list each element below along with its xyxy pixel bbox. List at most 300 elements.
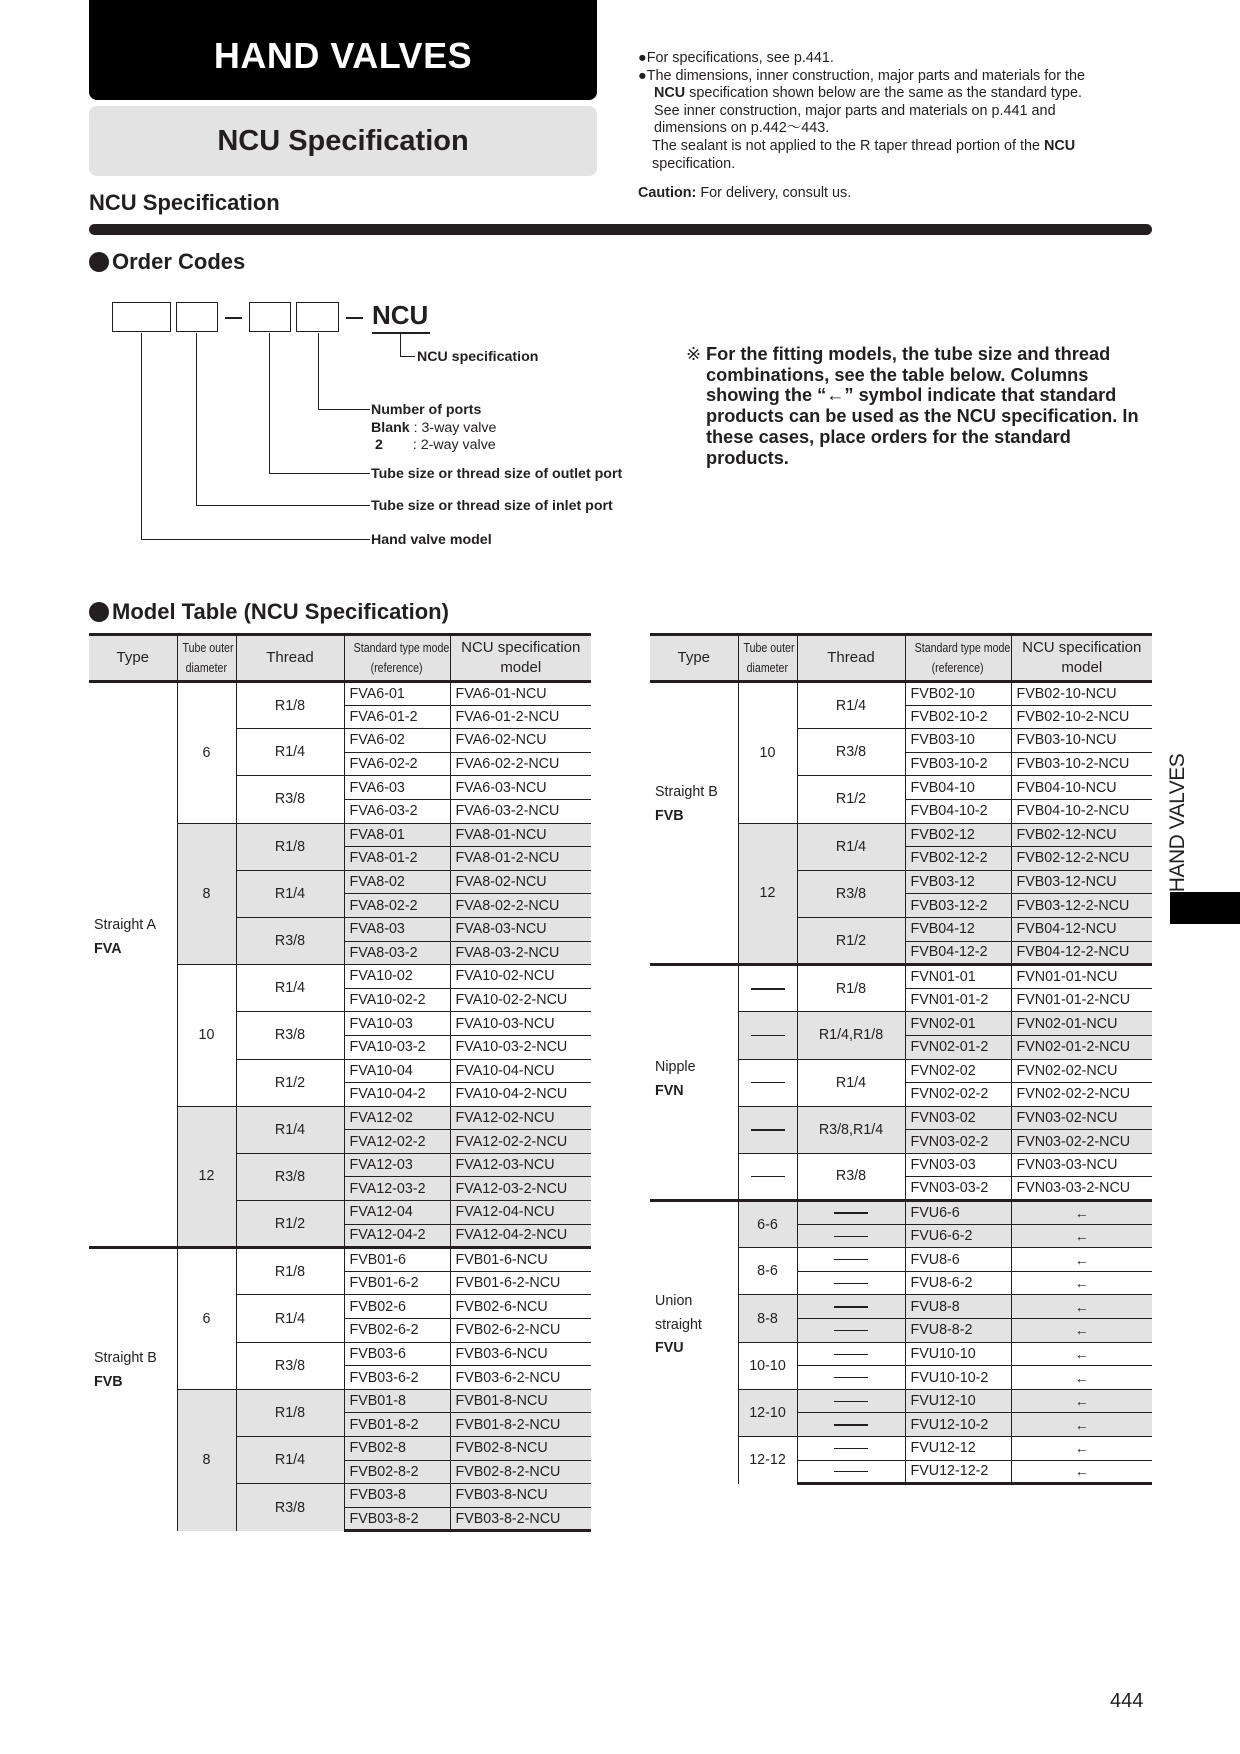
- page-number: 444: [1110, 1690, 1144, 1712]
- dash-icon: [834, 1448, 868, 1449]
- col-standard-model: Standard type model (reference): [344, 635, 450, 682]
- table-header-row: [650, 635, 1152, 682]
- standard-model-cell: FVB03-10-2: [905, 752, 1011, 776]
- thread-cell: R3/8: [236, 1484, 344, 1531]
- table-row: [650, 1201, 1152, 1225]
- type-name: Union: [655, 1293, 693, 1310]
- dash-icon: [751, 1035, 785, 1036]
- standard-model-cell: FVU10-10: [905, 1342, 1011, 1366]
- thread-cell: [797, 1366, 905, 1390]
- ncu-model-cell: [1011, 1248, 1152, 1272]
- leader-line: [318, 333, 319, 410]
- ncu-model-cell: [1011, 1295, 1152, 1319]
- label-model: Hand valve model: [371, 532, 492, 548]
- tube-diameter-cell: 8-8: [738, 1295, 797, 1342]
- ncu-model-cell: FVB03-12-NCU: [1011, 870, 1152, 894]
- note-line: dimensions on p.442～443.: [654, 120, 830, 137]
- left-arrow-icon: ←: [1074, 1393, 1089, 1410]
- standard-model-cell: FVB02-8-2: [344, 1460, 450, 1484]
- code-dash: [225, 317, 242, 319]
- standard-model-cell: FVB01-8: [344, 1389, 450, 1413]
- note-line: specification.: [652, 155, 736, 172]
- dash-icon: [834, 1236, 868, 1237]
- tube-diameter-cell: 6-6: [738, 1201, 797, 1248]
- thread-cell: R3/8: [797, 870, 905, 917]
- thread-cell: [797, 1437, 905, 1461]
- tube-diameter-cell: [738, 965, 797, 1012]
- thread-cell: R1/4: [236, 965, 344, 1012]
- thread-cell: R1/8: [236, 682, 344, 729]
- thread-cell: R3/8,R1/4: [797, 1106, 905, 1153]
- standard-model-cell: FVA10-04: [344, 1059, 450, 1083]
- thread-cell: [797, 1201, 905, 1225]
- ncu-model-cell: FVB04-10-NCU: [1011, 776, 1152, 800]
- thread-cell: R1/4: [797, 823, 905, 870]
- type-cell: [650, 965, 738, 1201]
- standard-model-cell: FVA12-02-2: [344, 1130, 450, 1154]
- ncu-model-cell: FVN02-01-NCU: [1011, 1012, 1152, 1036]
- standard-model-cell: FVA8-03-2: [344, 941, 450, 965]
- standard-model-cell: FVB02-6: [344, 1295, 450, 1319]
- code-box-inlet: [176, 302, 218, 332]
- reference-mark-icon: ※: [686, 344, 702, 364]
- standard-model-cell: FVA8-02-2: [344, 894, 450, 918]
- ncu-model-cell: FVA8-02-2-NCU: [450, 894, 591, 918]
- standard-model-cell: FVB02-10: [905, 682, 1011, 706]
- standard-model-cell: FVU6-6: [905, 1201, 1011, 1225]
- spec-notes: [638, 50, 1152, 173]
- tube-diameter-cell: 12: [177, 1106, 236, 1248]
- standard-model-cell: FVB03-8-2: [344, 1507, 450, 1531]
- label-blank: Blank : 3-way valve: [371, 420, 497, 436]
- dash-icon: [834, 1424, 868, 1425]
- thread-cell: R1/4: [236, 1295, 344, 1342]
- standard-model-cell: FVB02-12: [905, 823, 1011, 847]
- standard-model-cell: FVN01-01: [905, 965, 1011, 989]
- standard-model-cell: FVU8-6: [905, 1248, 1011, 1272]
- leader-line: [400, 356, 415, 357]
- ncu-model-cell: FVA8-01-NCU: [450, 823, 591, 847]
- tube-diameter-cell: 12: [738, 823, 797, 965]
- code-box-outlet: [249, 302, 291, 332]
- ncu-model-cell: FVA12-02-2-NCU: [450, 1130, 591, 1154]
- ncu-model-cell: FVB04-12-2-NCU: [1011, 941, 1152, 965]
- type-code: FVN: [655, 1082, 684, 1099]
- standard-model-cell: FVU12-10-2: [905, 1413, 1011, 1437]
- type-cell: [650, 1201, 738, 1484]
- col-thread: Thread: [797, 635, 905, 682]
- model-table-right: [650, 633, 1152, 1485]
- left-arrow-icon: ←: [1074, 1251, 1089, 1268]
- type-cell: [650, 682, 738, 965]
- thread-cell: [797, 1295, 905, 1319]
- tube-diameter-cell: 10-10: [738, 1342, 797, 1389]
- standard-model-cell: FVN03-03-2: [905, 1177, 1011, 1201]
- table-row: [650, 965, 1152, 989]
- standard-model-cell: FVA10-02: [344, 965, 450, 989]
- tube-diameter-cell: 10: [738, 682, 797, 824]
- standard-model-cell: FVA6-02: [344, 729, 450, 753]
- ncu-model-cell: FVB02-8-NCU: [450, 1437, 591, 1461]
- standard-model-cell: FVU8-8: [905, 1295, 1011, 1319]
- ncu-model-cell: FVB03-12-2-NCU: [1011, 894, 1152, 918]
- thread-cell: R3/8: [797, 1153, 905, 1200]
- dash-icon: [834, 1330, 868, 1331]
- bullet-icon: [89, 252, 109, 272]
- side-tab-label: HAND VALVES: [1166, 753, 1189, 893]
- thread-cell: R1/4,R1/8: [797, 1012, 905, 1059]
- standard-model-cell: FVB02-12-2: [905, 847, 1011, 871]
- ncu-model-cell: FVB04-12-NCU: [1011, 917, 1152, 941]
- standard-model-cell: FVB03-12-2: [905, 894, 1011, 918]
- thread-cell: [797, 1271, 905, 1295]
- ncu-model-cell: FVA8-03-NCU: [450, 917, 591, 941]
- ncu-model-cell: [1011, 1224, 1152, 1248]
- ncu-model-cell: FVB02-10-NCU: [1011, 682, 1152, 706]
- page-subtitle: NCU Specification: [89, 106, 597, 176]
- thread-cell: R1/8: [236, 1389, 344, 1436]
- col-tube: Tube outer diameter: [177, 635, 236, 682]
- type-name: Straight A: [94, 917, 156, 933]
- thread-cell: [797, 1389, 905, 1413]
- standard-model-cell: FVB04-12: [905, 917, 1011, 941]
- type-name: straight: [655, 1316, 702, 1333]
- thread-cell: R1/4: [236, 729, 344, 776]
- ncu-model-cell: [1011, 1201, 1152, 1225]
- left-arrow-icon: ←: [1074, 1322, 1089, 1339]
- dash-icon: [834, 1401, 868, 1402]
- ncu-model-cell: FVA12-04-2-NCU: [450, 1224, 591, 1248]
- thread-cell: R1/2: [797, 917, 905, 964]
- ncu-model-cell: FVA12-02-NCU: [450, 1106, 591, 1130]
- standard-model-cell: FVB04-10: [905, 776, 1011, 800]
- dash-icon: [834, 1306, 868, 1307]
- ncu-model-cell: FVA6-02-2-NCU: [450, 752, 591, 776]
- standard-model-cell: FVB03-12: [905, 870, 1011, 894]
- standard-model-cell: FVA6-02-2: [344, 752, 450, 776]
- label-ports: Number of ports: [371, 402, 482, 418]
- thread-cell: [797, 1319, 905, 1343]
- standard-model-cell: FVU6-6-2: [905, 1224, 1011, 1248]
- tube-diameter-cell: 10: [177, 965, 236, 1107]
- col-type: Type: [650, 635, 738, 682]
- ncu-model-cell: FVN03-03-NCU: [1011, 1153, 1152, 1177]
- bullet-icon: [89, 602, 109, 622]
- dash-icon: [751, 988, 785, 989]
- ncu-model-cell: FVN03-02-2-NCU: [1011, 1130, 1152, 1154]
- standard-model-cell: FVA6-01-2: [344, 705, 450, 729]
- type-code: FVU: [655, 1340, 684, 1357]
- ncu-model-cell: [1011, 1319, 1152, 1343]
- tube-diameter-cell: 6: [177, 1248, 236, 1390]
- thread-cell: [797, 1342, 905, 1366]
- left-arrow-icon: ←: [1074, 1463, 1089, 1480]
- fitting-note: ※ For the fitting models, the tube size and thread combinations, see the table below. Columns showing the “←” symbol indicate that standard products can be used as the NCU specification. In these cases, place orders for the standard products.: [686, 344, 1139, 468]
- ncu-model-cell: FVB02-12-NCU: [1011, 823, 1152, 847]
- standard-model-cell: FVU8-6-2: [905, 1271, 1011, 1295]
- standard-model-cell: FVB02-8: [344, 1437, 450, 1461]
- standard-model-cell: FVB04-12-2: [905, 941, 1011, 965]
- col-tube: Tube outer diameter: [738, 635, 797, 682]
- thread-cell: [797, 1413, 905, 1437]
- ncu-model-cell: FVA6-01-NCU: [450, 682, 591, 706]
- standard-model-cell: FVB01-6-2: [344, 1271, 450, 1295]
- standard-model-cell: FVB01-6: [344, 1248, 450, 1272]
- standard-model-cell: FVA10-03-2: [344, 1035, 450, 1059]
- thread-cell: R1/4: [236, 1106, 344, 1153]
- thread-cell: R3/8: [236, 1012, 344, 1059]
- standard-model-cell: FVU12-12: [905, 1437, 1011, 1461]
- tube-diameter-cell: [738, 1012, 797, 1059]
- table-header-row: [89, 635, 591, 682]
- ncu-model-cell: FVA12-03-NCU: [450, 1153, 591, 1177]
- ncu-model-cell: FVB02-6-NCU: [450, 1295, 591, 1319]
- bullet-icon: ●: [638, 50, 647, 66]
- leader-line: [196, 505, 370, 506]
- thread-cell: R3/8: [797, 729, 905, 776]
- thread-cell: R1/8: [236, 823, 344, 870]
- bullet-icon: ●: [638, 67, 647, 84]
- standard-model-cell: FVA12-04: [344, 1201, 450, 1225]
- standard-model-cell: FVB01-8-2: [344, 1413, 450, 1437]
- thread-cell: R3/8: [236, 917, 344, 964]
- thread-cell: R1/4: [236, 1437, 344, 1484]
- thread-cell: R3/8: [236, 776, 344, 823]
- code-box-ports: [296, 302, 339, 332]
- ncu-model-cell: FVA10-03-2-NCU: [450, 1035, 591, 1059]
- type-code: FVB: [94, 1373, 123, 1390]
- standard-model-cell: FVA8-01: [344, 823, 450, 847]
- ncu-model-cell: FVB01-6-2-NCU: [450, 1271, 591, 1295]
- thread-cell: [797, 1460, 905, 1484]
- code-dash: [346, 317, 363, 319]
- note-line: The sealant is not applied to the R taper thread portion of the NCU: [652, 137, 1076, 154]
- ncu-model-cell: FVN01-01-NCU: [1011, 965, 1152, 989]
- standard-model-cell: FVB02-6-2: [344, 1319, 450, 1343]
- ncu-model-cell: FVB03-8-NCU: [450, 1484, 591, 1508]
- leader-line: [141, 333, 142, 539]
- standard-model-cell: FVA12-04-2: [344, 1224, 450, 1248]
- type-name: Straight B: [655, 784, 718, 800]
- type-code: FVA: [94, 940, 122, 957]
- standard-model-cell: FVA8-01-2: [344, 847, 450, 871]
- thread-cell: R1/4: [236, 870, 344, 917]
- col-ncu-model: NCU specification model: [1011, 635, 1152, 682]
- standard-model-cell: FVN03-03: [905, 1153, 1011, 1177]
- ncu-model-cell: FVB03-8-2-NCU: [450, 1507, 591, 1531]
- ncu-model-cell: FVA10-04-2-NCU: [450, 1083, 591, 1107]
- standard-model-cell: FVA10-03: [344, 1012, 450, 1036]
- thread-cell: R1/4: [797, 1059, 905, 1106]
- ncu-model-cell: FVA12-03-2-NCU: [450, 1177, 591, 1201]
- ncu-model-cell: FVA8-03-2-NCU: [450, 941, 591, 965]
- col-type: Type: [89, 635, 177, 682]
- tube-diameter-cell: 8-6: [738, 1248, 797, 1295]
- leader-line: [269, 333, 270, 474]
- leader-line: [318, 409, 370, 410]
- standard-model-cell: FVA8-03: [344, 917, 450, 941]
- ncu-model-cell: FVB01-8-NCU: [450, 1389, 591, 1413]
- thread-cell: R1/2: [236, 1059, 344, 1106]
- table-row: [650, 682, 1152, 706]
- dash-icon: [751, 1082, 785, 1083]
- ncu-model-cell: FVB04-10-2-NCU: [1011, 799, 1152, 823]
- model-table-left: [89, 633, 591, 1532]
- ncu-model-cell: FVN02-02-2-NCU: [1011, 1083, 1152, 1107]
- note-line: See inner construction, major parts and materials on p.441 and: [654, 102, 1056, 119]
- tube-diameter-cell: 8: [177, 823, 236, 965]
- ncu-model-cell: FVB02-10-2-NCU: [1011, 705, 1152, 729]
- label-ncu-spec: NCU specification: [417, 349, 539, 365]
- model-table-heading: Model Table (NCU Specification): [89, 599, 449, 625]
- note-item: ●The dimensions, inner construction, major parts and materials for the: [638, 67, 1086, 84]
- ncu-model-cell: FVA10-04-NCU: [450, 1059, 591, 1083]
- left-arrow-icon: ←: [1074, 1416, 1089, 1433]
- standard-model-cell: FVN03-02: [905, 1106, 1011, 1130]
- dash-icon: [751, 1176, 785, 1177]
- standard-model-cell: FVU12-10: [905, 1389, 1011, 1413]
- ncu-model-cell: FVN01-01-2-NCU: [1011, 988, 1152, 1012]
- tube-diameter-cell: [738, 1153, 797, 1200]
- standard-model-cell: FVB03-8: [344, 1484, 450, 1508]
- standard-model-cell: FVA12-03: [344, 1153, 450, 1177]
- table-row: [89, 682, 591, 706]
- note-line: NCU specification shown below are the same as the standard type.: [654, 85, 1082, 102]
- left-arrow-icon: ←: [1074, 1227, 1089, 1244]
- standard-model-cell: FVB02-10-2: [905, 705, 1011, 729]
- left-arrow-icon: ←: [1074, 1440, 1089, 1457]
- ncu-model-cell: FVN03-03-2-NCU: [1011, 1177, 1152, 1201]
- ncu-model-cell: FVA8-01-2-NCU: [450, 847, 591, 871]
- ncu-model-cell: FVB03-6-NCU: [450, 1342, 591, 1366]
- tube-diameter-cell: 8: [177, 1389, 236, 1531]
- standard-model-cell: FVN02-01: [905, 1012, 1011, 1036]
- dash-icon: [834, 1471, 868, 1472]
- caution-note: Caution: For delivery, consult us.: [638, 185, 852, 201]
- standard-model-cell: FVN02-02-2: [905, 1083, 1011, 1107]
- ncu-model-cell: FVA6-03-2-NCU: [450, 799, 591, 823]
- thread-cell: R3/8: [236, 1342, 344, 1389]
- standard-model-cell: FVN03-02-2: [905, 1130, 1011, 1154]
- ncu-model-cell: FVA6-02-NCU: [450, 729, 591, 753]
- left-arrow-icon: ←: [1074, 1204, 1089, 1221]
- tube-diameter-cell: [738, 1059, 797, 1106]
- standard-model-cell: FVA12-02: [344, 1106, 450, 1130]
- dash-icon: [834, 1377, 868, 1378]
- ncu-model-cell: FVB03-10-2-NCU: [1011, 752, 1152, 776]
- type-code: FVB: [655, 807, 684, 824]
- ncu-model-cell: [1011, 1389, 1152, 1413]
- ncu-model-cell: FVA12-04-NCU: [450, 1201, 591, 1225]
- left-arrow-icon: ←: [1074, 1275, 1089, 1292]
- thread-cell: R1/2: [236, 1201, 344, 1248]
- ncu-model-cell: FVB03-10-NCU: [1011, 729, 1152, 753]
- left-arrow-icon: ←: [1074, 1298, 1089, 1315]
- standard-model-cell: FVU8-8-2: [905, 1319, 1011, 1343]
- label-two: 2 : 2-way valve: [375, 437, 496, 453]
- dash-icon: [834, 1212, 868, 1213]
- type-name: Straight B: [94, 1350, 157, 1367]
- ncu-model-cell: FVN02-02-NCU: [1011, 1059, 1152, 1083]
- standard-model-cell: FVA10-02-2: [344, 988, 450, 1012]
- standard-model-cell: FVB03-10: [905, 729, 1011, 753]
- order-codes-heading: Order Codes: [89, 249, 245, 275]
- standard-model-cell: FVN01-01-2: [905, 988, 1011, 1012]
- thread-cell: R1/4: [797, 682, 905, 729]
- ncu-model-cell: [1011, 1271, 1152, 1295]
- code-suffix: NCU: [372, 300, 429, 330]
- thread-cell: R1/8: [797, 965, 905, 1012]
- leader-line: [400, 333, 401, 356]
- tube-diameter-cell: 6: [177, 682, 236, 824]
- standard-model-cell: FVA8-02: [344, 870, 450, 894]
- standard-model-cell: FVA6-01: [344, 682, 450, 706]
- ncu-model-cell: FVA6-03-NCU: [450, 776, 591, 800]
- standard-model-cell: FVB04-10-2: [905, 799, 1011, 823]
- standard-model-cell: FVA12-03-2: [344, 1177, 450, 1201]
- code-box-model: [112, 302, 171, 332]
- col-standard-model: Standard type model (reference): [905, 635, 1011, 682]
- ncu-model-cell: FVA8-02-NCU: [450, 870, 591, 894]
- dash-icon: [834, 1354, 868, 1355]
- label-outlet: Tube size or thread size of outlet port: [371, 466, 623, 482]
- standard-model-cell: FVN02-01-2: [905, 1035, 1011, 1059]
- ncu-model-cell: FVB01-6-NCU: [450, 1248, 591, 1272]
- page-title: HAND VALVES: [89, 0, 597, 100]
- dash-icon: [751, 1129, 785, 1130]
- thread-cell: R1/2: [797, 776, 905, 823]
- label-inlet: Tube size or thread size of inlet port: [371, 498, 613, 514]
- ncu-model-cell: [1011, 1437, 1152, 1461]
- table-row: [89, 1248, 591, 1272]
- thread-cell: R3/8: [236, 1153, 344, 1200]
- section-heading: NCU Specification: [89, 190, 280, 215]
- standard-model-cell: FVU12-12-2: [905, 1460, 1011, 1484]
- ncu-model-cell: [1011, 1460, 1152, 1484]
- standard-model-cell: FVB03-6: [344, 1342, 450, 1366]
- tube-diameter-cell: [738, 1106, 797, 1153]
- ncu-model-cell: [1011, 1366, 1152, 1390]
- ncu-model-cell: FVB01-8-2-NCU: [450, 1413, 591, 1437]
- standard-model-cell: FVA6-03-2: [344, 799, 450, 823]
- ncu-model-cell: [1011, 1413, 1152, 1437]
- left-arrow-icon: ←: [1074, 1345, 1089, 1362]
- ncu-model-cell: FVA6-01-2-NCU: [450, 705, 591, 729]
- leader-line: [196, 333, 197, 505]
- type-cell: [89, 682, 177, 1248]
- side-tab-marker: [1170, 892, 1240, 924]
- thread-cell: [797, 1248, 905, 1272]
- leader-line: [269, 473, 370, 474]
- type-name: Nipple: [655, 1059, 696, 1076]
- ncu-model-cell: FVA10-02-NCU: [450, 965, 591, 989]
- ncu-model-cell: FVB03-6-2-NCU: [450, 1366, 591, 1390]
- dash-icon: [834, 1259, 868, 1260]
- ncu-model-cell: [1011, 1342, 1152, 1366]
- standard-model-cell: FVA10-04-2: [344, 1083, 450, 1107]
- ncu-model-cell: FVA10-02-2-NCU: [450, 988, 591, 1012]
- section-divider: [89, 224, 1152, 235]
- ncu-model-cell: FVB02-6-2-NCU: [450, 1319, 591, 1343]
- left-arrow-icon: ←: [1074, 1369, 1089, 1386]
- standard-model-cell: FVU10-10-2: [905, 1366, 1011, 1390]
- ncu-model-cell: FVN02-01-2-NCU: [1011, 1035, 1152, 1059]
- thread-cell: [797, 1224, 905, 1248]
- tube-diameter-cell: 12-10: [738, 1389, 797, 1436]
- col-thread: Thread: [236, 635, 344, 682]
- ncu-model-cell: FVB02-12-2-NCU: [1011, 847, 1152, 871]
- dash-icon: [834, 1283, 868, 1284]
